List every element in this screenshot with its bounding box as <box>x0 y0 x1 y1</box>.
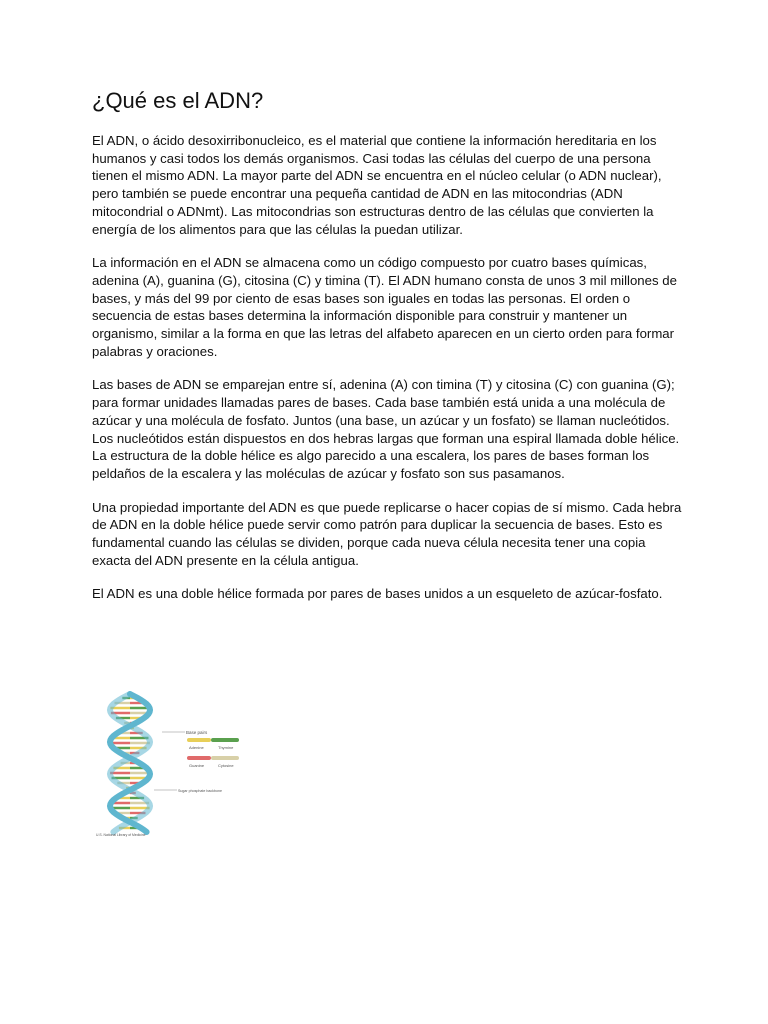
dna-helix-figure <box>90 686 260 844</box>
thymine-key-swatch <box>211 738 239 742</box>
document-body <box>92 132 682 619</box>
figure-credit: U.S. National Library of Medicine <box>96 833 146 837</box>
guanine-key-swatch <box>187 756 211 760</box>
cytosine-key-swatch <box>211 756 239 760</box>
thymine-label: Thymine <box>218 745 234 750</box>
adenine-key-swatch <box>187 738 211 742</box>
paragraph-3: Las bases de ADN se emparejan entre sí, adenina (A) con timina (T) y citosina (C) con guanina (G); para formar unidades llamadas pares de bases. Cada base también está unida a una molécula de azúcar y una molécula de fosfato. Juntos (una base, un azúcar y un fosfato) se llaman nucleótidos. Los nucleótidos están dispuestos en dos hebras largas que forman una espiral llamada doble hélice. La estructura de la doble hélice es algo parecido a una escalera, los pares de bases forman los peldaños de la escalera y las moléculas de azúcar y fosfato son sus pasamanos. <box>92 377 680 481</box>
base-pairs-label: Base pairs <box>186 730 208 735</box>
adenine-label: Adenine <box>189 745 204 750</box>
paragraph-4: Una propiedad importante del ADN es que puede replicarse o hacer copias de sí mismo. Cada hebra de ADN en la doble hélice puede servir como patrón para duplicar la secuencia de bases. Esto es fundamental cuando las células se dividen, porque cada nueva célula necesita tener una copia exacta del ADN presente en la célula antigua. <box>92 499 682 568</box>
dna-helix-illustration <box>90 686 260 844</box>
backbone-label: Sugar phosphate backbone <box>178 789 222 793</box>
guanine-label: Guanine <box>189 763 205 768</box>
paragraph-5: El ADN es una doble hélice formada por pares de bases unidos a un esqueleto de azúcar-fosfato. <box>92 586 663 602</box>
cytosine-label: Cytosine <box>218 763 234 768</box>
page-title: ¿Qué es el ADN? <box>92 88 264 113</box>
paragraph-2: La información en el ADN se almacena como un código compuesto por cuatro bases químicas, adenina (A), guanina (G), citosina (C) y timina (T). El ADN humano consta de unos 3 mil millones de bases, y más del 99 por ciento de esas bases son iguales en todas las personas. El orden o secuencia de estas bases determina la información disponible para construir y mantener un organismo, similar a la forma en que las letras del alfabeto aparecen en un cierto orden para formar palabras y oraciones. <box>92 255 677 359</box>
paragraph-1: El ADN, o ácido desoxirribonucleico, es el material que contiene la información hereditaria en los humanos y casi todos los demás organismos. Casi todas las células del cuerpo de una persona tienen el mismo ADN. La mayor parte del ADN se encuentra en el núcleo celular (o ADN nuclear), pero también se puede encontrar una pequeña cantidad de ADN en las mitocondrias (ADN mitocondrial o ADNmt). Las mitocondrias son estructuras dentro de las células que convierten la energía de los alimentos para que las células la puedan utilizar. <box>92 133 662 237</box>
